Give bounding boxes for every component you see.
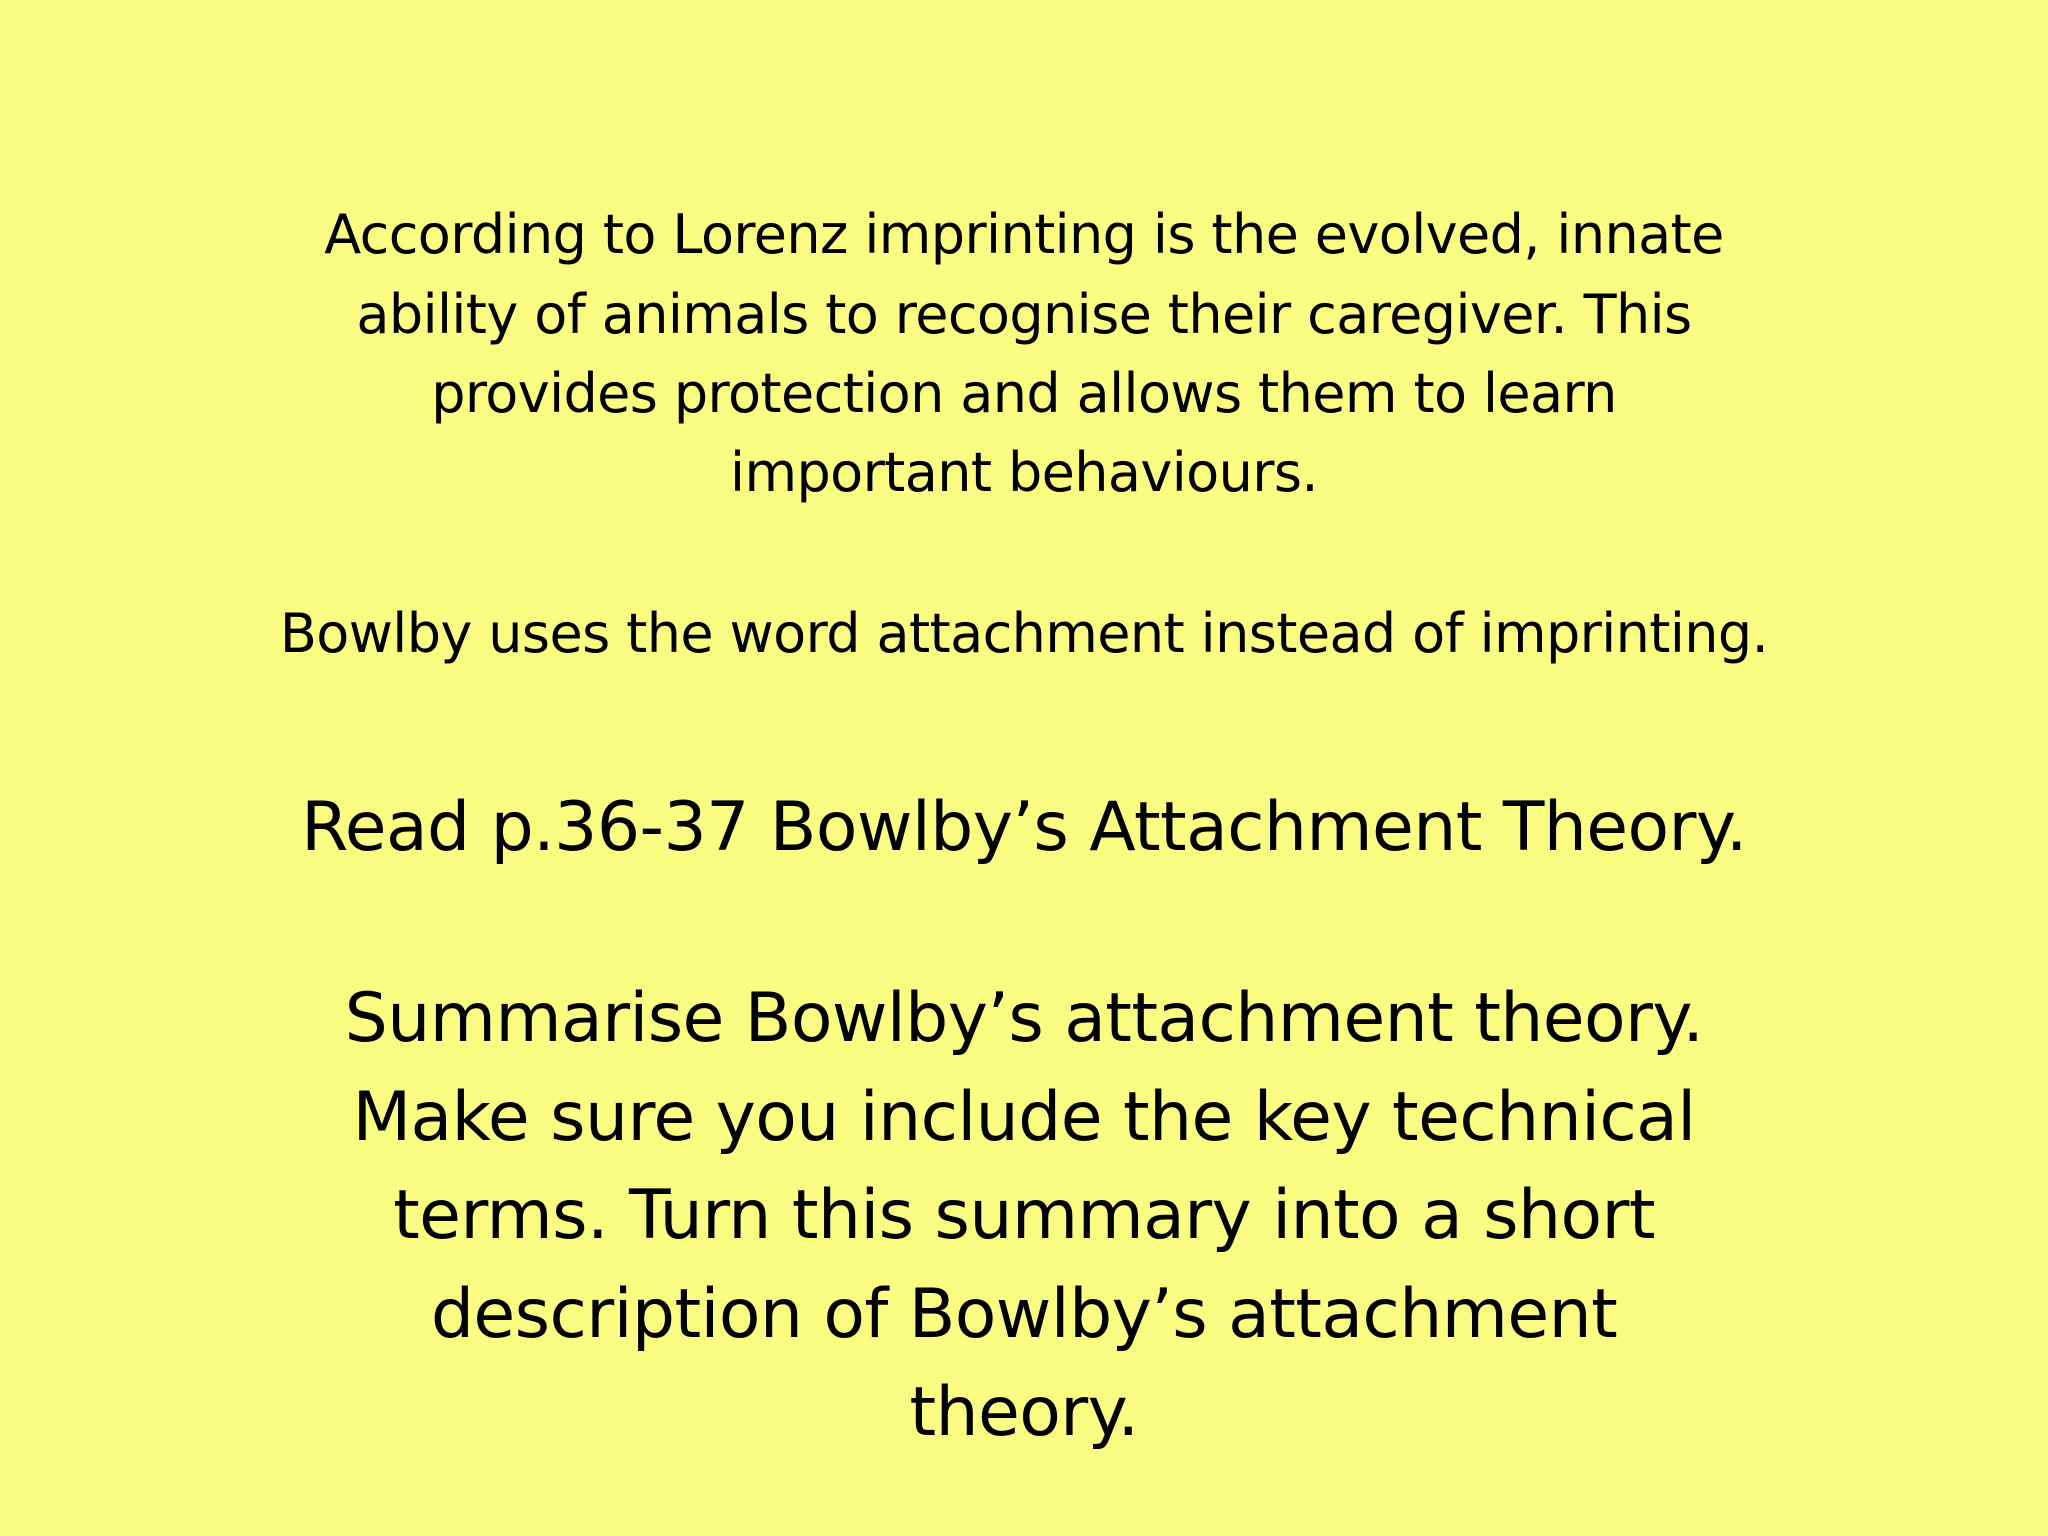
intro-line: ability of animals to recognise their caregiver. This — [356, 283, 1692, 346]
summary-line: theory. — [909, 1373, 1139, 1452]
summary-line: Make sure you include the key technical — [352, 1078, 1696, 1157]
bowlby-note: Bowlby uses the word attachment instead of imprinting. — [279, 602, 1769, 665]
intro-line: important behaviours. — [730, 441, 1318, 504]
reading-task: Read p.36-37 Bowlby’s Attachment Theory. — [301, 788, 1747, 867]
intro-line: According to Lorenz imprinting is the evolved, innate — [324, 203, 1724, 266]
summary-line: Summarise Bowlby’s attachment theory. — [344, 979, 1704, 1058]
summary-line: terms. Turn this summary into a short — [393, 1176, 1655, 1255]
intro-line: provides protection and allows them to learn — [431, 362, 1617, 425]
summary-line: description of Bowlby’s attachment — [430, 1275, 1618, 1354]
